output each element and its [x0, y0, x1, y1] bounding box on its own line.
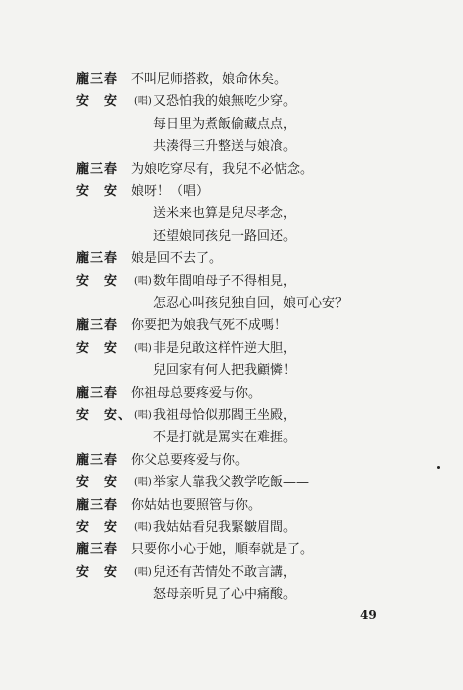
- line-text: 你祖母总要疼爱与你。: [131, 385, 262, 401]
- dialogue-line: [0, 91, 463, 113]
- line-text: 共湊得三升整送与娘飡。: [153, 139, 297, 155]
- stage-direction-tag: (唱): [134, 410, 152, 421]
- line-text: 娘是回不去了。: [131, 251, 223, 267]
- speaker-name: 安 安: [76, 273, 119, 289]
- dialogue-line: [0, 293, 463, 315]
- dialogue-line: [0, 495, 463, 517]
- stage-direction-tag: (唱): [134, 477, 152, 489]
- speaker-name: 龐三春: [76, 385, 119, 401]
- dialogue-line: [0, 539, 463, 561]
- page-number: 49: [360, 608, 377, 622]
- line-text: 兒还有苦情处不敢言講，: [153, 564, 297, 580]
- line-text: 怎忍心叫孩兒独自回，娘可心安？: [153, 296, 349, 311]
- line-text: 只要你小心于她，順奉就是了。: [131, 542, 314, 558]
- line-text: 你要把为娘我气死不成嗎！: [131, 318, 288, 334]
- speaker-name: 龐三春: [76, 542, 119, 558]
- stage-direction-tag: (唱): [134, 275, 152, 287]
- line-text: 为娘吃穿尽有，我兒不必惦念。: [131, 161, 314, 177]
- dialogue-line: [0, 159, 463, 181]
- line-text: 我姑姑看兒我緊皺眉間。: [153, 520, 297, 535]
- dialogue-line: [0, 315, 463, 337]
- line-text: 数年間咱母子不得相見，: [153, 273, 297, 289]
- line-text: 兒回家有何人把我顧憐！: [153, 363, 297, 379]
- dialogue-line: [0, 450, 463, 472]
- dialogue-line: [0, 427, 463, 449]
- line-text: 不是打就是罵实在难捱。: [153, 430, 297, 446]
- line-text: 送米来也算是兒尽孝念，: [153, 206, 297, 222]
- line-text: 非是兒敢这样忤逆大胆，: [153, 340, 297, 356]
- line-text: 怒母亲听見了心中痛酸。: [153, 587, 297, 603]
- dialogue-line: [0, 562, 463, 584]
- speaker-name: 龐三春: [76, 72, 119, 87]
- speaker-name: 龐三春: [76, 251, 119, 267]
- line-text: 你父总要疼爱与你。: [131, 452, 249, 468]
- dialogue-line: [0, 383, 463, 405]
- dialogue-line: [0, 584, 463, 606]
- stage-direction-tag: (唱): [134, 342, 152, 354]
- dialogue-line: [0, 226, 463, 248]
- stage-direction-tag: (唱): [134, 566, 152, 578]
- stage-direction-tag: (唱): [134, 522, 152, 533]
- line-text: 我祖母恰似那閻王坐殿，: [153, 408, 297, 423]
- dialogue-line: [0, 338, 463, 360]
- speaker-name: 安 安: [76, 340, 119, 356]
- dialogue-line: [0, 203, 463, 225]
- speaker-name: 安 安: [76, 520, 119, 535]
- dialogue-line: [0, 271, 463, 293]
- line-text: 你姑姑也要照管与你。: [131, 497, 262, 513]
- speaker-name: 安 安: [76, 184, 119, 199]
- dialogue-line: [0, 248, 463, 270]
- ink-speck: [437, 466, 440, 469]
- line-text: 又恐怕我的娘無吃少穿。: [153, 94, 297, 110]
- line-text: 还望娘同孩兒一路回还。: [153, 228, 297, 244]
- dialogue-line: [0, 114, 463, 136]
- dialogue-line: [0, 517, 463, 539]
- line-text: 娘呀！（唱）: [131, 184, 210, 199]
- speaker-name: 安 安: [76, 564, 119, 580]
- dialogue-line: [0, 136, 463, 158]
- speaker-name: 安 安: [76, 475, 119, 491]
- speaker-name: 安 安、: [76, 408, 133, 423]
- dialogue-line: [0, 472, 463, 494]
- speaker-name: 龐三春: [76, 318, 119, 334]
- speaker-name: 龐三春: [76, 497, 119, 513]
- speaker-name: 龐三春: [76, 161, 119, 177]
- speaker-name: 龐三春: [76, 452, 119, 468]
- dialogue-line: [0, 69, 463, 91]
- speaker-name: 安 安: [76, 94, 119, 110]
- dialogue-line: [0, 405, 463, 427]
- stage-direction-tag: (唱): [134, 96, 152, 108]
- dialogue-line: [0, 360, 463, 382]
- line-text: 不叫尼师搭救，娘命休矣。: [131, 72, 288, 87]
- line-text: 举家人靠我父教学吃飯——: [153, 475, 310, 491]
- dialogue-line: [0, 181, 463, 203]
- line-text: 每日里为煮飯偷藏点点，: [153, 116, 297, 132]
